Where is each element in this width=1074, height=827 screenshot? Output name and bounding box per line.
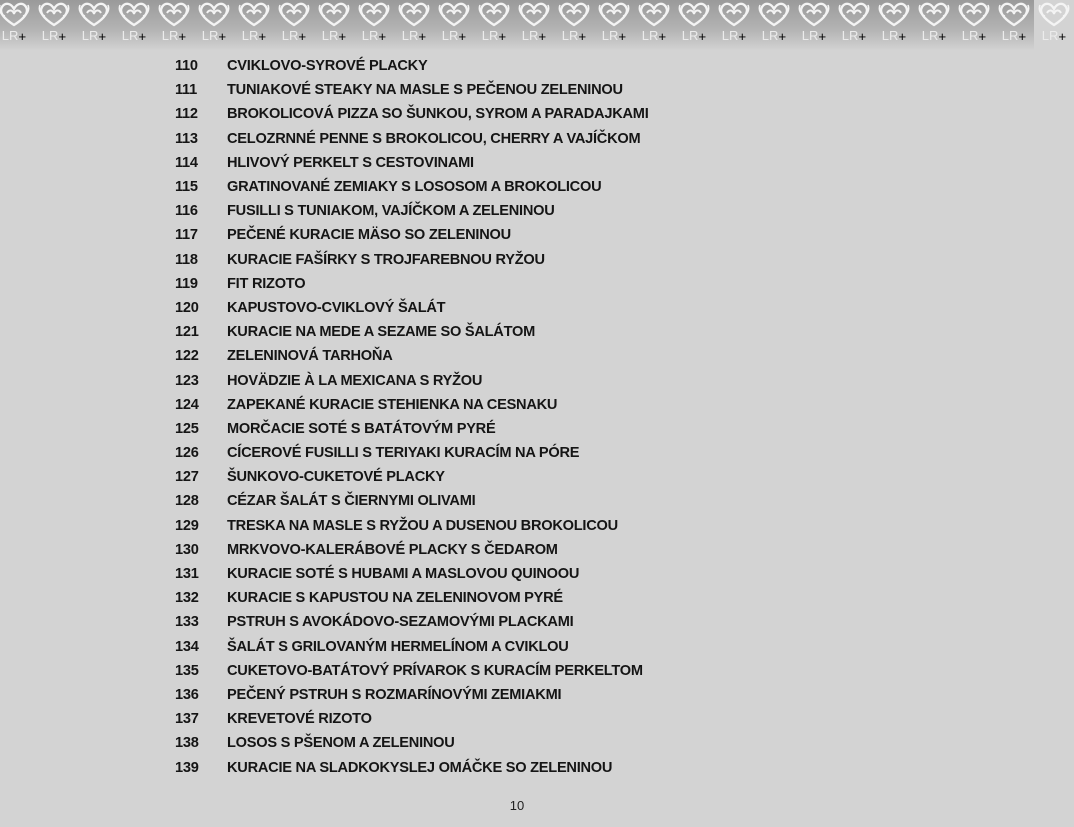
recipe-list-item <box>175 344 649 368</box>
recipe-number: 124 <box>175 396 199 413</box>
heart-swirl-icon <box>1034 1 1074 27</box>
heart-swirl-icon <box>394 1 434 27</box>
lr-logo-text: LR <box>441 28 459 43</box>
lr-logo-mark: + <box>538 29 547 44</box>
lr-logo-text: LR <box>721 28 739 43</box>
recipe-list-item <box>175 586 649 610</box>
lr-logo-text: LR <box>841 28 859 43</box>
lr-logo <box>274 29 314 44</box>
recipe-name: CUKETOVO-BATÁTOVÝ PRÍVAROK S KURACÍM PERKELTOM <box>227 662 643 679</box>
recipe-name: LOSOS S PŠENOM A ZELENINOU <box>227 735 455 752</box>
recipe-list-item <box>175 514 649 538</box>
heart-swirl-icon <box>954 1 994 27</box>
recipe-name: PSTRUH S AVOKÁDOVO-SEZAMOVÝMI PLACKAMI <box>227 614 574 631</box>
recipe-list-item <box>175 441 649 465</box>
lr-logo-text: LR <box>1041 28 1059 43</box>
recipe-number: 127 <box>175 469 199 486</box>
lr-logo-mark: + <box>658 29 667 44</box>
recipe-name: KURACIE NA SLADKOKYSLEJ OMÁČKE SO ZELENINOU <box>227 759 613 776</box>
lr-logo-text: LR <box>601 28 619 43</box>
page-number: 10 <box>509 798 525 813</box>
lr-logo-text: LR <box>1 28 19 43</box>
lr-logo-text: LR <box>321 28 339 43</box>
lr-logo <box>994 29 1034 44</box>
recipe-name: CÉZAR ŠALÁT S ČIERNYMI OLIVAMI <box>227 493 476 510</box>
lr-logo <box>674 29 714 44</box>
recipe-name: MRKVOVO-KALERÁBOVÉ PLACKY S ČEDAROM <box>227 541 558 558</box>
recipe-list-item <box>175 320 649 344</box>
lr-logo <box>954 29 994 44</box>
lr-logo-mark: + <box>578 29 587 44</box>
lr-logo <box>114 29 154 44</box>
recipe-list-item <box>175 102 649 126</box>
lr-logo-mark: + <box>898 29 907 44</box>
heart-swirl-icon <box>714 1 754 27</box>
recipe-number: 114 <box>175 154 198 171</box>
lr-logo <box>594 29 634 44</box>
recipe-list-item <box>175 683 649 707</box>
heart-swirl-icon <box>874 1 914 27</box>
recipe-number: 121 <box>175 324 199 341</box>
heart-swirl-icon <box>354 1 394 27</box>
recipe-name: KURACIE NA MEDE A SEZAME SO ŠALÁTOM <box>227 324 536 341</box>
recipe-name: ŠUNKOVO-CUKETOVÉ PLACKY <box>227 469 445 486</box>
heart-swirl-icon <box>314 1 354 27</box>
recipe-number: 110 <box>175 58 198 75</box>
lr-logo <box>554 29 594 44</box>
lr-logo-mark: + <box>698 29 707 44</box>
lr-logo-mark: + <box>858 29 867 44</box>
lr-logo-text: LR <box>41 28 59 43</box>
recipe-list-item <box>175 368 649 392</box>
lr-logo <box>314 29 354 44</box>
recipe-number: 115 <box>175 179 198 196</box>
recipe-list-item <box>175 465 649 489</box>
recipe-list-item <box>175 755 649 779</box>
recipe-number: 128 <box>175 493 199 510</box>
lr-logo-mark: + <box>618 29 627 44</box>
heart-swirl-icon <box>474 1 514 27</box>
lr-logo-mark: + <box>298 29 307 44</box>
lr-logo <box>834 29 874 44</box>
recipe-number: 120 <box>175 299 199 316</box>
recipe-list-item <box>175 175 649 199</box>
lr-logo-mark: + <box>1058 29 1067 44</box>
heart-swirl-icon <box>914 1 954 27</box>
lr-logo <box>394 29 434 44</box>
lr-logo-text: LR <box>961 28 979 43</box>
lr-logo-text: LR <box>361 28 379 43</box>
lr-logo <box>714 29 754 44</box>
recipe-number: 111 <box>175 82 197 99</box>
logo-row <box>0 29 1074 44</box>
lr-logo <box>0 29 34 44</box>
lr-logo <box>754 29 794 44</box>
lr-logo <box>514 29 554 44</box>
recipe-number: 112 <box>175 106 198 123</box>
recipe-number: 135 <box>175 662 199 679</box>
lr-logo-text: LR <box>81 28 99 43</box>
recipe-name: KURACIE SOTÉ S HUBAMI A MASLOVOU QUINOOU <box>227 566 580 583</box>
heart-swirl-icon <box>594 1 634 27</box>
recipe-number: 117 <box>175 227 198 244</box>
heart-swirl-icon <box>634 1 674 27</box>
heart-swirl-icon <box>994 1 1034 27</box>
lr-logo-mark: + <box>138 29 147 44</box>
motif-row <box>0 1 1074 27</box>
recipe-name: CELOZRNNÉ PENNE S BROKOLICOU, CHERRY A VAJÍČKOM <box>227 130 641 147</box>
recipe-name: FUSILLI S TUNIAKOM, VAJÍČKOM A ZELENINOU <box>227 203 555 220</box>
recipe-list-item <box>175 393 649 417</box>
recipe-name: GRATINOVANÉ ZEMIAKY S LOSOSOM A BROKOLICOU <box>227 179 602 196</box>
recipe-name: ŠALÁT S GRILOVANÝM HERMELÍNOM A CVIKLOU <box>227 638 569 655</box>
recipe-number: 113 <box>175 130 198 147</box>
lr-logo-text: LR <box>121 28 139 43</box>
recipe-list-item <box>175 54 649 78</box>
lr-logo <box>794 29 834 44</box>
lr-logo-mark: + <box>378 29 387 44</box>
recipe-name: ZELENINOVÁ TARHOŇA <box>227 348 393 365</box>
lr-logo-mark: + <box>458 29 467 44</box>
lr-logo <box>1034 29 1074 44</box>
decorative-header-band <box>0 0 1067 50</box>
lr-logo-text: LR <box>201 28 219 43</box>
lr-logo <box>354 29 394 44</box>
recipe-number: 122 <box>175 348 199 365</box>
lr-logo <box>194 29 234 44</box>
lr-logo-text: LR <box>761 28 779 43</box>
lr-logo <box>474 29 514 44</box>
recipe-list-item <box>175 248 649 272</box>
heart-swirl-icon <box>434 1 474 27</box>
heart-swirl-icon <box>674 1 714 27</box>
recipe-number: 118 <box>175 251 198 268</box>
recipe-list-item <box>175 78 649 102</box>
lr-logo-text: LR <box>481 28 499 43</box>
recipe-name: KREVETOVÉ RIZOTO <box>227 711 372 728</box>
recipe-list-item <box>175 417 649 441</box>
lr-logo-mark: + <box>498 29 507 44</box>
recipe-number: 116 <box>175 203 198 220</box>
recipe-number: 139 <box>175 759 199 776</box>
lr-logo-text: LR <box>281 28 299 43</box>
heart-swirl-icon <box>554 1 594 27</box>
lr-logo-text: LR <box>521 28 539 43</box>
recipe-list-item <box>175 731 649 755</box>
lr-logo-text: LR <box>881 28 899 43</box>
recipe-number: 134 <box>175 638 199 655</box>
recipe-name: BROKOLICOVÁ PIZZA SO ŠUNKOU, SYROM A PARADAJKAMI <box>227 106 649 123</box>
recipe-list-item <box>175 659 649 683</box>
heart-swirl-icon <box>514 1 554 27</box>
recipe-name: CÍCEROVÉ FUSILLI S TERIYAKI KURACÍM NA PÓRE <box>227 445 580 462</box>
recipe-list-item <box>175 223 649 247</box>
recipe-name: FIT RIZOTO <box>227 275 306 292</box>
recipe-name: TRESKA NA MASLE S RYŽOU A DUSENOU BROKOLICOU <box>227 517 618 534</box>
lr-logo <box>154 29 194 44</box>
recipe-list-item <box>175 610 649 634</box>
lr-logo <box>634 29 674 44</box>
recipe-list-item <box>175 635 649 659</box>
lr-logo-text: LR <box>801 28 819 43</box>
lr-logo-text: LR <box>401 28 419 43</box>
lr-logo-mark: + <box>258 29 267 44</box>
recipe-name: KURACIE S KAPUSTOU NA ZELENINOVOM PYRÉ <box>227 590 563 607</box>
heart-swirl-icon <box>834 1 874 27</box>
heart-swirl-icon <box>194 1 234 27</box>
lr-logo <box>34 29 74 44</box>
recipe-number: 138 <box>175 735 199 752</box>
recipe-number: 132 <box>175 590 199 607</box>
lr-logo <box>234 29 274 44</box>
lr-logo-mark: + <box>738 29 747 44</box>
lr-logo-text: LR <box>161 28 179 43</box>
recipe-name: HLIVOVÝ PERKELT S CESTOVINAMI <box>227 154 474 171</box>
lr-logo-mark: + <box>18 29 27 44</box>
lr-logo-mark: + <box>98 29 107 44</box>
recipe-name: PEČENÉ KURACIE MÄSO SO ZELENINOU <box>227 227 511 244</box>
lr-logo <box>874 29 914 44</box>
recipe-number: 119 <box>175 275 198 292</box>
recipe-list-item <box>175 562 649 586</box>
lr-logo-mark: + <box>1018 29 1027 44</box>
heart-swirl-icon <box>754 1 794 27</box>
recipe-number: 129 <box>175 517 199 534</box>
lr-logo <box>434 29 474 44</box>
recipe-name: KAPUSTOVO-CVIKLOVÝ ŠALÁT <box>227 299 446 316</box>
recipe-number: 130 <box>175 541 199 558</box>
recipe-number: 123 <box>175 372 199 389</box>
recipe-number: 136 <box>175 686 199 703</box>
lr-logo-text: LR <box>561 28 579 43</box>
heart-swirl-icon <box>74 1 114 27</box>
recipe-name: PEČENÝ PSTRUH S ROZMARÍNOVÝMI ZEMIAKMI <box>227 686 562 703</box>
heart-swirl-icon <box>274 1 314 27</box>
recipe-list-item <box>175 199 649 223</box>
lr-logo-text: LR <box>1001 28 1019 43</box>
heart-swirl-icon <box>234 1 274 27</box>
heart-swirl-icon <box>114 1 154 27</box>
recipe-list <box>175 54 649 780</box>
recipe-name: CVIKLOVO-SYROVÉ PLACKY <box>227 58 428 75</box>
lr-logo-mark: + <box>818 29 827 44</box>
recipe-number: 126 <box>175 445 199 462</box>
recipe-list-item <box>175 489 649 513</box>
lr-logo-mark: + <box>58 29 67 44</box>
recipe-list-item <box>175 151 649 175</box>
recipe-name: ZAPEKANÉ KURACIE STEHIENKA NA CESNAKU <box>227 396 558 413</box>
recipe-list-item <box>175 127 649 151</box>
recipe-list-item <box>175 707 649 731</box>
recipe-name: TUNIAKOVÉ STEAKY NA MASLE S PEČENOU ZELENINOU <box>227 82 623 99</box>
recipe-name: MORČACIE SOTÉ S BATÁTOVÝM PYRÉ <box>227 420 496 437</box>
heart-swirl-icon <box>0 1 34 27</box>
recipe-number: 131 <box>175 566 199 583</box>
lr-logo-mark: + <box>338 29 347 44</box>
heart-swirl-icon <box>34 1 74 27</box>
recipe-list-item <box>175 538 649 562</box>
lr-logo <box>914 29 954 44</box>
lr-logo-mark: + <box>178 29 187 44</box>
recipe-list-item <box>175 272 649 296</box>
recipe-number: 133 <box>175 614 199 631</box>
lr-logo-mark: + <box>778 29 787 44</box>
lr-logo-text: LR <box>241 28 259 43</box>
lr-logo-text: LR <box>681 28 699 43</box>
recipe-list-item <box>175 296 649 320</box>
recipe-number: 137 <box>175 711 199 728</box>
lr-logo-text: LR <box>921 28 939 43</box>
heart-swirl-icon <box>794 1 834 27</box>
lr-logo-mark: + <box>418 29 427 44</box>
recipe-number: 125 <box>175 420 199 437</box>
recipe-name: KURACIE FAŠÍRKY S TROJFAREBNOU RYŽOU <box>227 251 545 268</box>
lr-logo-text: LR <box>641 28 659 43</box>
lr-logo-mark: + <box>218 29 227 44</box>
lr-logo-mark: + <box>938 29 947 44</box>
recipe-name: HOVÄDZIE À LA MEXICANA S RYŽOU <box>227 372 483 389</box>
lr-logo <box>74 29 114 44</box>
lr-logo-mark: + <box>978 29 987 44</box>
heart-swirl-icon <box>154 1 194 27</box>
